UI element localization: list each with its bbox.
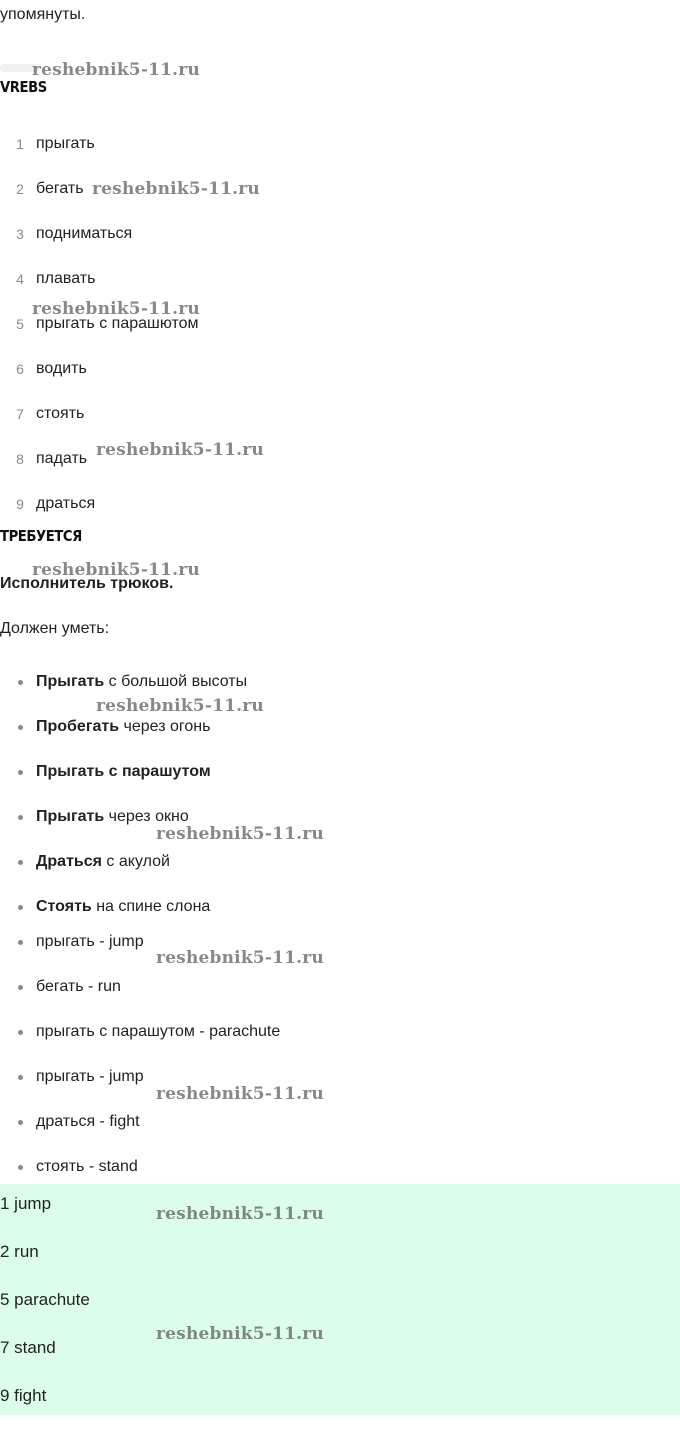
translation-text: прыгать - jump xyxy=(36,1068,144,1085)
verb-text: драться xyxy=(36,495,96,512)
verb-number: 1 xyxy=(16,136,24,152)
skill-item xyxy=(0,850,680,874)
skill-verb: Прыгать xyxy=(36,808,105,825)
watermark: reshebnik5-11.ru xyxy=(156,1204,324,1224)
bullet-icon xyxy=(18,985,23,990)
bullet-icon xyxy=(18,770,23,775)
translation-item xyxy=(0,1065,680,1089)
translation-text: драться - fight xyxy=(36,1113,140,1130)
verb-text: стоять xyxy=(36,405,85,422)
watermark: reshebnik5-11.ru xyxy=(156,1084,324,1104)
watermark: reshebnik5-11.ru xyxy=(96,696,264,716)
skill-item xyxy=(0,895,680,919)
verb-text: прыгать xyxy=(36,135,95,152)
skill-rest: на спине слона xyxy=(91,898,211,915)
bullet-icon xyxy=(18,940,23,945)
translation-item xyxy=(0,930,680,954)
bullet-icon xyxy=(18,1120,23,1125)
verbs-heading: VREBS xyxy=(0,78,47,96)
skill-verb: Прыгать с парашутом xyxy=(36,763,211,780)
verb-number: 6 xyxy=(16,361,24,377)
translation-item xyxy=(0,1155,680,1179)
verb-item xyxy=(0,132,680,156)
verb-number: 2 xyxy=(16,181,24,197)
verb-text: подниматься xyxy=(36,225,133,242)
watermark: reshebnik5-11.ru xyxy=(156,1324,324,1344)
verb-text: бегать xyxy=(36,180,84,197)
skill-verb: Пробегать xyxy=(36,718,120,735)
required-heading: ТРЕБУЕТСЯ xyxy=(0,527,82,545)
translation-item xyxy=(0,1020,680,1044)
watermark: reshebnik5-11.ru xyxy=(32,60,200,80)
answer-line: 9 fight xyxy=(0,1386,47,1405)
verb-item xyxy=(0,447,680,471)
skill-item xyxy=(0,805,680,829)
skill-rest: с акулой xyxy=(101,853,170,870)
translation-text: прыгать - jump xyxy=(36,933,144,950)
translation-text: стоять - stand xyxy=(36,1158,138,1175)
bullet-icon xyxy=(18,905,23,910)
translation-text: прыгать с парашутом - parachute xyxy=(36,1023,281,1040)
verb-number: 3 xyxy=(16,226,24,242)
verb-text: падать xyxy=(36,450,88,467)
job-title-text: Исполнитель трюков. xyxy=(0,575,174,592)
translation-item xyxy=(0,975,680,999)
bullet-icon xyxy=(18,725,23,730)
verb-text: плавать xyxy=(36,270,96,287)
skill-rest: через окно xyxy=(104,808,189,825)
bullet-icon xyxy=(18,1075,23,1080)
intro-text: упомянуты. xyxy=(0,6,86,23)
verb-item xyxy=(0,357,680,381)
verb-text: водить xyxy=(36,360,87,377)
skill-verb: Стоять xyxy=(36,898,92,915)
verb-item xyxy=(0,402,680,426)
watermark: reshebnik5-11.ru xyxy=(156,824,324,844)
skill-rest: через огонь xyxy=(119,718,211,735)
verb-number: 4 xyxy=(16,271,24,287)
skill-verb: Прыгать xyxy=(36,673,105,690)
verb-item xyxy=(0,492,680,516)
verb-number: 9 xyxy=(16,496,24,512)
verb-text: прыгать с парашютом xyxy=(36,315,199,332)
watermark: reshebnik5-11.ru xyxy=(156,948,324,968)
verb-item xyxy=(0,312,680,336)
watermark: reshebnik5-11.ru xyxy=(32,560,200,580)
answer-line: 7 stand xyxy=(0,1338,56,1357)
bullet-icon xyxy=(18,680,23,685)
watermark: reshebnik5-11.ru xyxy=(96,440,264,460)
job-title xyxy=(0,573,173,595)
answer-box xyxy=(0,1184,680,1415)
verb-number: 7 xyxy=(16,406,24,422)
answer-line: 1 jump xyxy=(0,1194,52,1213)
verb-item xyxy=(0,177,680,201)
bullet-icon xyxy=(18,860,23,865)
must-label: Должен уметь: xyxy=(0,620,110,637)
translation-item xyxy=(0,1110,680,1134)
watermark: reshebnik5-11.ru xyxy=(32,299,200,319)
bullet-icon xyxy=(18,1030,23,1035)
verb-item xyxy=(0,267,680,291)
answer-line: 2 run xyxy=(0,1242,39,1261)
verb-number: 5 xyxy=(16,316,24,332)
verb-number: 8 xyxy=(16,451,24,467)
bullet-icon xyxy=(18,815,23,820)
skill-item xyxy=(0,670,680,694)
skill-verb: Драться xyxy=(36,853,102,870)
skill-item xyxy=(0,715,680,739)
translation-text: бегать - run xyxy=(36,978,121,995)
watermark: reshebnik5-11.ru xyxy=(92,179,260,199)
skill-item xyxy=(0,760,680,784)
skill-rest: с большой высоты xyxy=(104,673,248,690)
answer-line: 5 parachute xyxy=(0,1290,90,1309)
verb-item xyxy=(0,222,680,246)
bullet-icon xyxy=(18,1165,23,1170)
decorative-shadow xyxy=(0,64,40,72)
